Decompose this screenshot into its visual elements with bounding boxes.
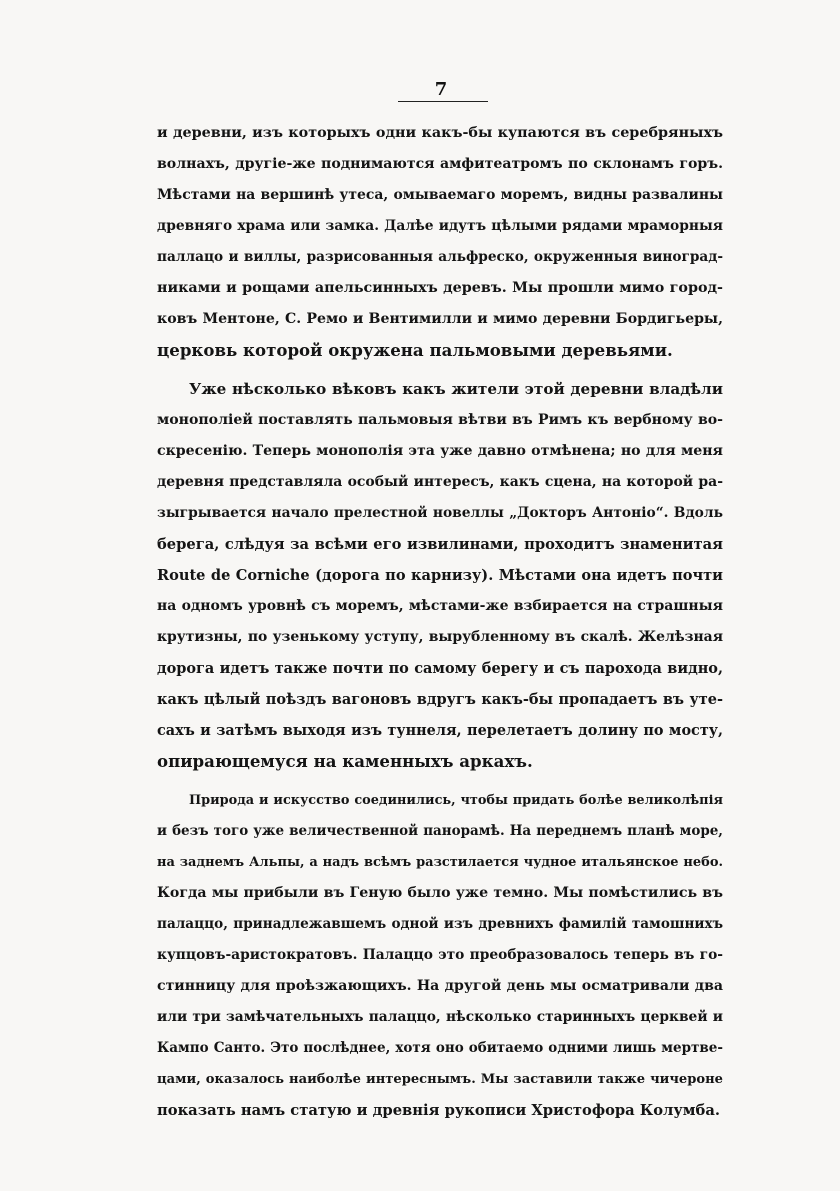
- paragraph-2: [157, 374, 723, 777]
- text-line: зыгрывается начало прелестной новеллы „Докторъ Антоніо“. Вдоль: [157, 505, 723, 521]
- text-line: Уже нѣсколько вѣковъ какъ жители этой деревни владѣли: [189, 380, 723, 398]
- text-line: палаццо, принадлежавшемъ одной изъ древнихъ фамилій тамошнихъ: [157, 916, 723, 932]
- text-line: Route de Corniche (дорога по карнизу). Мѣстами она идетъ почти: [157, 567, 723, 584]
- text-line: Когда мы прибыли въ Геную было уже темно. Мы помѣстились въ: [157, 885, 723, 901]
- text-line: опирающемуся на каменныхъ аркахъ.: [157, 751, 533, 771]
- text-line: купцовъ-аристократовъ. Палаццо это преобразовалось теперь въ го-: [157, 947, 723, 963]
- page-number: 7: [434, 79, 448, 100]
- text-line: монополіей поставлять пальмовыя вѣтви въ Римъ къ вербному во-: [157, 412, 723, 428]
- paragraph-1: [157, 118, 723, 366]
- text-line: древняго храма или замка. Далѣе идутъ цѣлыми рядами мраморныя: [157, 218, 723, 234]
- body-text: [157, 118, 723, 1126]
- text-line: берега, слѣдуя за всѣми его извилинами, проходитъ знаменитая: [157, 536, 723, 553]
- text-line: или три замѣчательныхъ палаццо, нѣсколько старинныхъ церквей и: [157, 1009, 723, 1025]
- text-line: показать намъ статую и древнія рукописи Христофора Колумба.: [157, 1102, 721, 1119]
- page-number-rule: [398, 101, 488, 102]
- text-line: церковь которой окружена пальмовыми деревьями.: [157, 340, 673, 360]
- text-line: и деревни, изъ которыхъ одни какъ-бы купаются въ серебряныхъ: [157, 125, 723, 141]
- text-line: паллацо и виллы, разрисованныя альфреско, окруженныя виноград-: [157, 249, 723, 265]
- text-line: крутизны, по узенькому уступу, вырубленному въ скалѣ. Желѣзная: [157, 629, 723, 645]
- text-line: волнахъ, другіе-же поднимаются амфитеатромъ по склонамъ горъ.: [157, 156, 723, 172]
- text-line: ковъ Ментоне, С. Ремо и Вентимилли и мимо деревни Бордигьеры,: [157, 311, 723, 327]
- text-line: скресенію. Теперь монополія эта уже давно отмѣнена; но для меня: [157, 443, 723, 459]
- text-line: стинницу для проѣзжающихъ. На другой день мы осматривали два: [157, 978, 723, 994]
- text-line: и безъ того уже величественной панорамѣ. На переднемъ планѣ море,: [157, 823, 723, 839]
- text-line: на заднемъ Альпы, а надъ всѣмъ разстилается чудное итальянское небо.: [157, 855, 723, 870]
- text-line: дорога идетъ также почти по самому берегу и съ парохода видно,: [157, 660, 723, 677]
- text-line: деревня представляла особый интересъ, какъ сцена, на которой ра-: [157, 474, 723, 490]
- text-line: сахъ и затѣмъ выходя изъ туннеля, перелетаетъ долину по мосту,: [157, 722, 723, 739]
- text-line: на одномъ уровнѣ съ моремъ, мѣстами-же взбирается на страшныя: [157, 598, 723, 614]
- text-line: цами, оказалось наиболѣе интереснымъ. Мы заставили также чичероне: [157, 1072, 723, 1087]
- text-line: Кампо Санто. Это послѣднее, хотя оно обитаемо одними лишь мертве-: [157, 1040, 723, 1056]
- text-line: Природа и искусство соединились, чтобы придать болѣе великолѣпія: [189, 793, 723, 808]
- text-line: Мѣстами на вершинѣ утеса, омываемаго моремъ, видны развалины: [157, 187, 723, 203]
- text-line: никами и рощами апельсинныхъ деревъ. Мы прошли мимо город-: [157, 280, 723, 296]
- paragraph-3: [157, 785, 723, 1126]
- text-line: какъ цѣлый поѣздъ вагоновъ вдругъ какъ-бы пропадаетъ въ уте-: [157, 691, 723, 708]
